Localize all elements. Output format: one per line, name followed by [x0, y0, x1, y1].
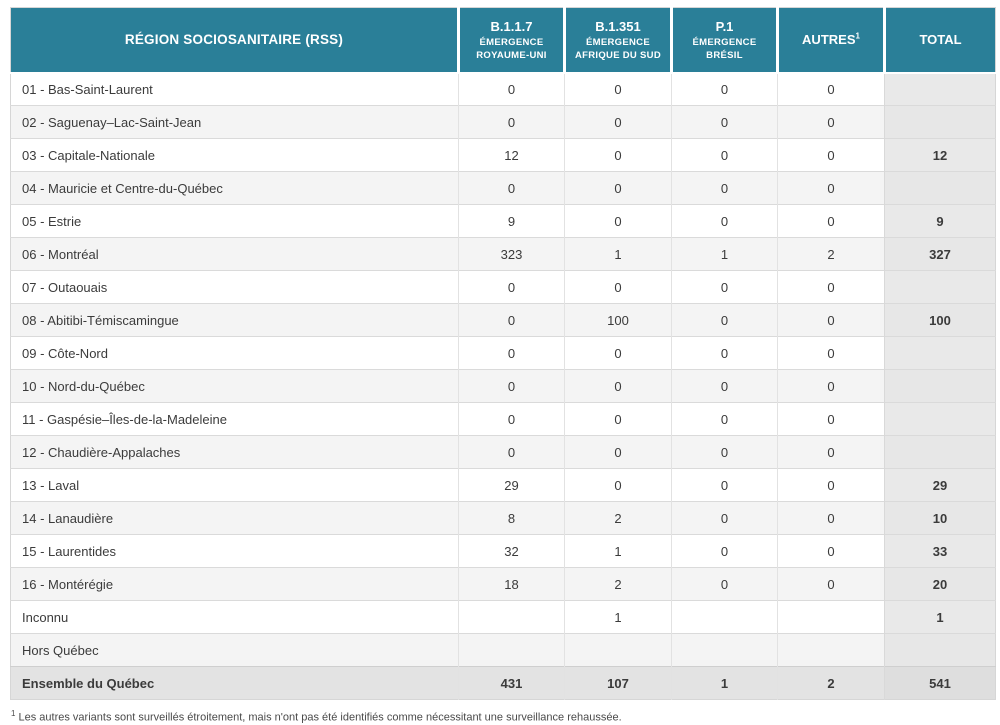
- value-cell: 0: [672, 139, 778, 172]
- value-cell: 0: [672, 304, 778, 337]
- value-cell: 100: [565, 304, 672, 337]
- value-cell: 431: [459, 667, 565, 700]
- table-row: [11, 634, 996, 667]
- total-cell: [885, 634, 996, 667]
- total-cell: [885, 172, 996, 205]
- variants-report: [10, 7, 995, 724]
- region-cell: Inconnu: [11, 601, 459, 634]
- header-variant-b1351: [565, 8, 672, 73]
- value-cell: 29: [459, 469, 565, 502]
- value-cell: 0: [778, 271, 885, 304]
- table-row: [11, 436, 996, 469]
- value-cell: 0: [672, 403, 778, 436]
- total-cell: 100: [885, 304, 996, 337]
- value-cell: [672, 601, 778, 634]
- table-row: [11, 73, 996, 106]
- value-cell: 0: [672, 205, 778, 238]
- value-cell: [672, 634, 778, 667]
- value-cell: 0: [778, 535, 885, 568]
- autres-label: AUTRES: [802, 32, 856, 48]
- header-region-rss: [11, 8, 459, 73]
- value-cell: 0: [778, 139, 885, 172]
- region-cell: 13 - Laval: [11, 469, 459, 502]
- value-cell: 0: [565, 370, 672, 403]
- table-row: [11, 568, 996, 601]
- value-cell: 0: [778, 304, 885, 337]
- header-region-label: RÉGION SOCIOSANITAIRE (RSS): [124, 32, 344, 48]
- region-cell: 14 - Lanaudière: [11, 502, 459, 535]
- region-cell: 12 - Chaudière-Appalaches: [11, 436, 459, 469]
- value-cell: 0: [778, 568, 885, 601]
- total-cell: 20: [885, 568, 996, 601]
- value-cell: 323: [459, 238, 565, 271]
- value-cell: 0: [672, 469, 778, 502]
- value-cell: 1: [565, 535, 672, 568]
- value-cell: 0: [565, 337, 672, 370]
- header-variant-b117: [459, 8, 565, 73]
- value-cell: 0: [778, 403, 885, 436]
- region-cell: 06 - Montréal: [11, 238, 459, 271]
- variant-name: B.1.1.7: [490, 18, 533, 34]
- value-cell: 0: [778, 73, 885, 106]
- variant-name: P.1: [715, 18, 734, 34]
- table-row: [11, 667, 996, 700]
- value-cell: 2: [778, 238, 885, 271]
- value-cell: 0: [672, 337, 778, 370]
- value-cell: 0: [778, 370, 885, 403]
- value-cell: 0: [672, 535, 778, 568]
- value-cell: 1: [565, 601, 672, 634]
- region-cell: 01 - Bas-Saint-Laurent: [11, 73, 459, 106]
- region-cell: 11 - Gaspésie–Îles-de-la-Madeleine: [11, 403, 459, 436]
- variant-origin: BRÉSIL: [706, 49, 743, 61]
- variant-origin: ROYAUME-UNI: [476, 49, 547, 61]
- value-cell: [459, 601, 565, 634]
- value-cell: 1: [565, 238, 672, 271]
- table-row: [11, 172, 996, 205]
- value-cell: 0: [459, 106, 565, 139]
- table-row: [11, 535, 996, 568]
- value-cell: 0: [672, 436, 778, 469]
- variant-emergence: ÉMERGENCE: [692, 36, 757, 48]
- total-cell: 1: [885, 601, 996, 634]
- value-cell: 0: [459, 271, 565, 304]
- value-cell: 12: [459, 139, 565, 172]
- value-cell: 0: [459, 73, 565, 106]
- header-row: [11, 8, 996, 73]
- value-cell: 0: [672, 172, 778, 205]
- value-cell: 0: [459, 304, 565, 337]
- value-cell: 0: [672, 370, 778, 403]
- header-variant-p1: [672, 8, 778, 73]
- footnote: [11, 709, 995, 724]
- value-cell: 2: [778, 667, 885, 700]
- variant-emergence: ÉMERGENCE: [586, 36, 650, 48]
- value-cell: 0: [459, 436, 565, 469]
- value-cell: 0: [778, 436, 885, 469]
- variant-origin: AFRIQUE DU SUD: [574, 49, 661, 61]
- total-cell: 10: [885, 502, 996, 535]
- variant-name: B.1.351: [595, 18, 641, 34]
- value-cell: 1: [672, 238, 778, 271]
- value-cell: 0: [459, 337, 565, 370]
- value-cell: 0: [778, 106, 885, 139]
- table-row: [11, 271, 996, 304]
- value-cell: 0: [565, 469, 672, 502]
- value-cell: 2: [565, 502, 672, 535]
- table-row: [11, 370, 996, 403]
- region-cell: 04 - Mauricie et Centre-du-Québec: [11, 172, 459, 205]
- value-cell: 0: [778, 205, 885, 238]
- table-row: [11, 139, 996, 172]
- value-cell: 0: [459, 370, 565, 403]
- total-cell: [885, 106, 996, 139]
- value-cell: 0: [565, 403, 672, 436]
- value-cell: 0: [565, 271, 672, 304]
- total-label: TOTAL: [919, 32, 962, 48]
- variants-by-region-table: [10, 7, 996, 700]
- total-cell: [885, 271, 996, 304]
- total-cell: 29: [885, 469, 996, 502]
- table-header: [11, 8, 996, 73]
- total-cell: 33: [885, 535, 996, 568]
- table-body: [11, 73, 996, 700]
- value-cell: [778, 601, 885, 634]
- header-total: [885, 8, 996, 73]
- total-cell: [885, 403, 996, 436]
- region-cell: 16 - Montérégie: [11, 568, 459, 601]
- value-cell: 0: [672, 568, 778, 601]
- table-row: [11, 403, 996, 436]
- value-cell: [459, 634, 565, 667]
- footnote-marker: 1: [11, 709, 16, 718]
- region-cell: Hors Québec: [11, 634, 459, 667]
- footnote-text: Les autres variants sont surveillés étroitement, mais n'ont pas été identifiés comme nécessitant une surveillance rehaussée.: [18, 711, 622, 724]
- total-cell: 541: [885, 667, 996, 700]
- value-cell: 32: [459, 535, 565, 568]
- variant-emergence: ÉMERGENCE: [479, 36, 544, 48]
- total-cell: 327: [885, 238, 996, 271]
- table-row: [11, 106, 996, 139]
- total-cell: 12: [885, 139, 996, 172]
- value-cell: 0: [672, 271, 778, 304]
- value-cell: 0: [672, 106, 778, 139]
- region-cell: 15 - Laurentides: [11, 535, 459, 568]
- value-cell: 0: [778, 502, 885, 535]
- total-cell: [885, 370, 996, 403]
- region-cell: 08 - Abitibi-Témiscamingue: [11, 304, 459, 337]
- table-row: [11, 238, 996, 271]
- value-cell: 0: [565, 436, 672, 469]
- region-cell: 10 - Nord-du-Québec: [11, 370, 459, 403]
- value-cell: 0: [778, 172, 885, 205]
- value-cell: 0: [778, 337, 885, 370]
- value-cell: [778, 634, 885, 667]
- value-cell: 1: [672, 667, 778, 700]
- region-cell: 03 - Capitale-Nationale: [11, 139, 459, 172]
- total-cell: [885, 73, 996, 106]
- table-row: [11, 205, 996, 238]
- region-cell: Ensemble du Québec: [11, 667, 459, 700]
- region-cell: 09 - Côte-Nord: [11, 337, 459, 370]
- region-cell: 05 - Estrie: [11, 205, 459, 238]
- value-cell: 8: [459, 502, 565, 535]
- total-cell: [885, 436, 996, 469]
- value-cell: 9: [459, 205, 565, 238]
- table-row: [11, 601, 996, 634]
- value-cell: 0: [565, 73, 672, 106]
- value-cell: 107: [565, 667, 672, 700]
- table-row: [11, 337, 996, 370]
- value-cell: 0: [672, 73, 778, 106]
- autres-footnote-marker: 1: [855, 31, 860, 41]
- value-cell: [565, 634, 672, 667]
- region-cell: 07 - Outaouais: [11, 271, 459, 304]
- value-cell: 0: [565, 172, 672, 205]
- total-cell: [885, 337, 996, 370]
- region-cell: 02 - Saguenay–Lac-Saint-Jean: [11, 106, 459, 139]
- value-cell: 0: [565, 106, 672, 139]
- value-cell: 0: [565, 139, 672, 172]
- value-cell: 0: [778, 469, 885, 502]
- value-cell: 0: [672, 502, 778, 535]
- value-cell: 2: [565, 568, 672, 601]
- value-cell: 18: [459, 568, 565, 601]
- table-row: [11, 304, 996, 337]
- value-cell: 0: [565, 205, 672, 238]
- table-row: [11, 469, 996, 502]
- header-autres: [778, 8, 885, 73]
- table-row: [11, 502, 996, 535]
- value-cell: 0: [459, 403, 565, 436]
- total-cell: 9: [885, 205, 996, 238]
- value-cell: 0: [459, 172, 565, 205]
